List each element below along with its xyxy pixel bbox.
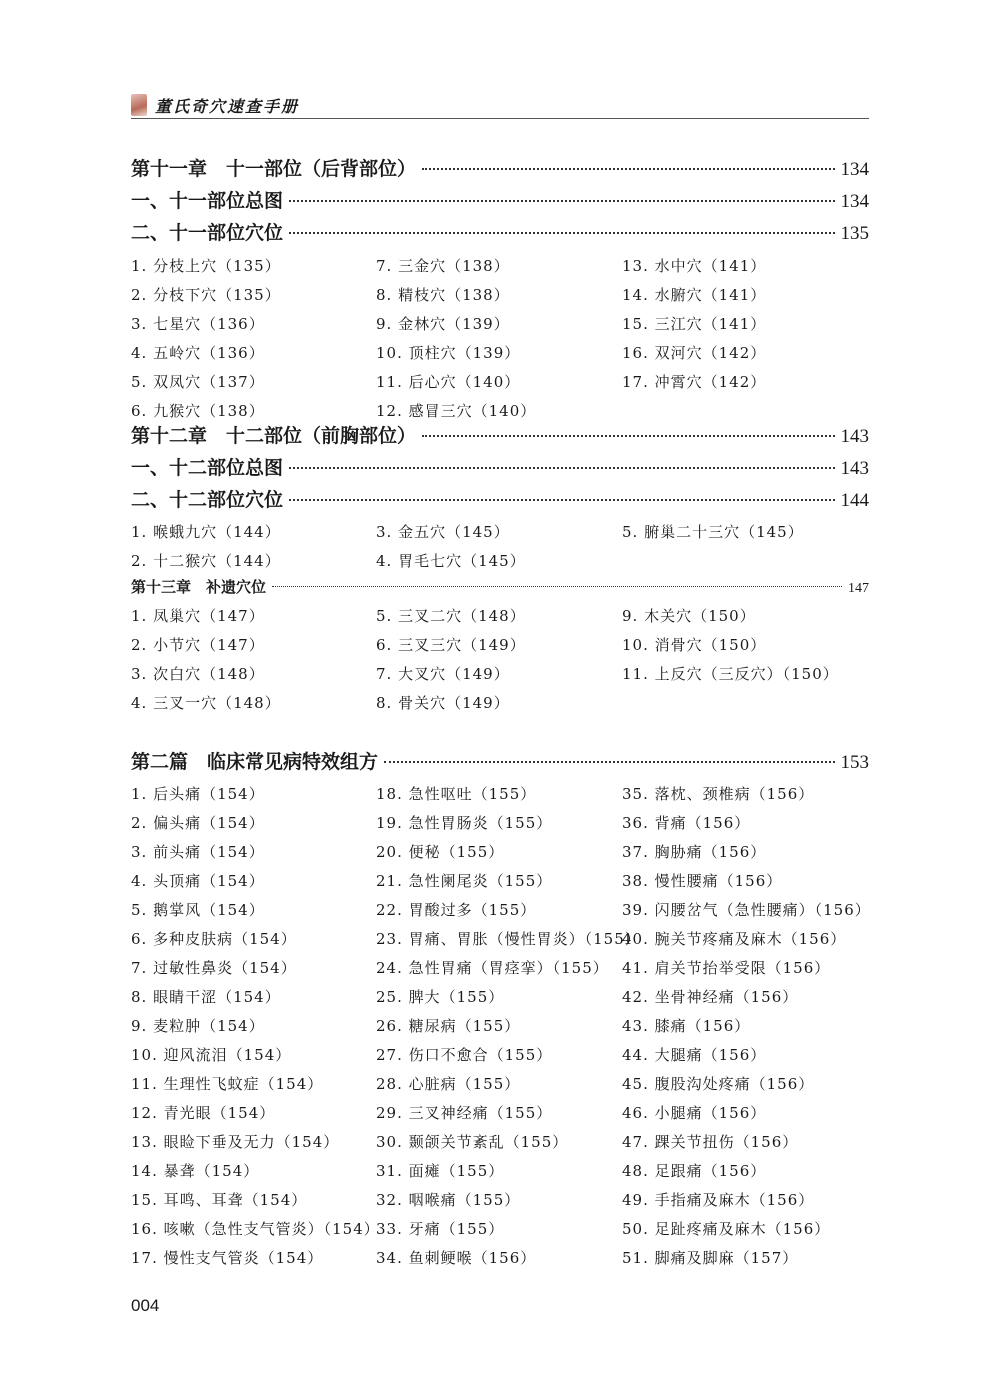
heading-page: 143: [840, 426, 869, 447]
toc-column: [622, 252, 766, 397]
toc-column: [131, 780, 380, 1273]
heading-title: 第十三章 补遗穴位: [131, 578, 267, 596]
toc-item[interactable]: 32. 咽喉痛（155）: [376, 1191, 521, 1209]
toc-item[interactable]: 10. 迎风流泪（154）: [131, 1046, 292, 1064]
toc-item[interactable]: 17. 慢性支气管炎（154）: [131, 1249, 324, 1267]
toc-item[interactable]: 1. 凤巢穴（147）: [131, 607, 265, 625]
toc-item[interactable]: 30. 颞颌关节紊乱（155）: [376, 1133, 569, 1151]
toc-heading[interactable]: [131, 575, 869, 601]
toc-item[interactable]: 5. 腑巢二十三穴（145）: [622, 523, 804, 541]
toc-heading[interactable]: [131, 456, 869, 481]
dot-leader: [289, 499, 834, 501]
toc-column: [131, 602, 281, 718]
toc-item[interactable]: 49. 手指痛及麻木（156）: [622, 1191, 815, 1209]
toc-item[interactable]: 13. 水中穴（141）: [622, 257, 767, 275]
toc-column: [376, 780, 641, 1273]
toc-item[interactable]: 42. 坐骨神经痛（156）: [622, 988, 799, 1006]
heading-page: 134: [840, 159, 869, 180]
toc-item[interactable]: 1. 后头痛（154）: [131, 785, 265, 803]
toc-item[interactable]: 31. 面瘫（155）: [376, 1162, 505, 1180]
toc-item[interactable]: 2. 十二猴穴（144）: [131, 552, 281, 570]
toc-item[interactable]: 3. 七星穴（136）: [131, 315, 265, 333]
toc-heading[interactable]: [131, 488, 869, 513]
toc-item[interactable]: 46. 小腿痛（156）: [622, 1104, 767, 1122]
toc-item[interactable]: 6. 九猴穴（138）: [131, 402, 265, 420]
toc-item[interactable]: 40. 腕关节疼痛及麻木（156）: [622, 930, 847, 948]
toc-item[interactable]: 4. 五岭穴（136）: [131, 344, 265, 362]
heading-page: 134: [840, 191, 869, 212]
toc-item[interactable]: 41. 肩关节抬举受限（156）: [622, 959, 831, 977]
toc-item[interactable]: 4. 三叉一穴（148）: [131, 694, 281, 712]
toc-item[interactable]: 2. 分枝下穴（135）: [131, 286, 281, 304]
toc-item[interactable]: 37. 胸胁痛（156）: [622, 843, 767, 861]
toc-item[interactable]: 6. 三叉三穴（149）: [376, 636, 526, 654]
heading-page: 143: [840, 458, 869, 479]
toc-item[interactable]: 47. 踝关节扭伤（156）: [622, 1133, 799, 1151]
toc-item[interactable]: 28. 心脏病（155）: [376, 1075, 521, 1093]
dot-leader: [422, 168, 834, 170]
heading-page: 144: [840, 490, 869, 511]
heading-title: 一、十二部位总图: [131, 457, 284, 479]
toc-item[interactable]: 3. 次白穴（148）: [131, 665, 265, 683]
dot-leader: [384, 761, 834, 763]
toc-item[interactable]: 16. 咳嗽（急性支气管炎）（154）: [131, 1220, 380, 1238]
toc-item[interactable]: 35. 落枕、颈椎病（156）: [622, 785, 815, 803]
toc-heading[interactable]: [131, 221, 869, 246]
toc-column: [376, 602, 526, 718]
toc-item[interactable]: 17. 冲霄穴（142）: [622, 373, 767, 391]
toc-item[interactable]: 9. 麦粒肿（154）: [131, 1017, 265, 1035]
toc-item[interactable]: 1. 分枝上穴（135）: [131, 257, 281, 275]
toc-heading[interactable]: [131, 424, 869, 449]
heading-title: 一、十一部位总图: [131, 190, 284, 212]
toc-item[interactable]: 2. 偏头痛（154）: [131, 814, 265, 832]
toc-item[interactable]: 4. 头顶痛（154）: [131, 872, 265, 890]
toc-item[interactable]: 27. 伤口不愈合（155）: [376, 1046, 553, 1064]
toc-item[interactable]: 8. 骨关穴（149）: [376, 694, 510, 712]
toc-column: [622, 602, 839, 689]
toc-column: [131, 518, 281, 576]
toc-item[interactable]: 38. 慢性腰痛（156）: [622, 872, 783, 890]
toc-item[interactable]: 3. 前头痛（154）: [131, 843, 265, 861]
book-logo-icon: [131, 94, 147, 116]
toc-item[interactable]: 18. 急性呕吐（155）: [376, 785, 537, 803]
toc-item[interactable]: 44. 大腿痛（156）: [622, 1046, 767, 1064]
toc-item[interactable]: 23. 胃痛、胃胀（慢性胃炎）（155）: [376, 930, 641, 948]
dot-leader: [289, 200, 834, 202]
toc-item[interactable]: 6. 多种皮肤病（154）: [131, 930, 297, 948]
toc-heading[interactable]: [131, 157, 869, 182]
toc-column: [376, 252, 536, 426]
toc-item[interactable]: 15. 三江穴（141）: [622, 315, 767, 333]
toc-item[interactable]: 9. 木关穴（150）: [622, 607, 756, 625]
toc-item[interactable]: 14. 水腑穴（141）: [622, 286, 767, 304]
toc-item[interactable]: 7. 大叉穴（149）: [376, 665, 510, 683]
toc-item[interactable]: 48. 足跟痛（156）: [622, 1162, 767, 1180]
toc-column: [622, 780, 871, 1273]
heading-page: 135: [840, 223, 869, 244]
toc-item[interactable]: 36. 背痛（156）: [622, 814, 751, 832]
heading-title: 第二篇 临床常见病特效组方: [131, 751, 379, 773]
dot-leader: [289, 467, 834, 469]
heading-title: 二、十一部位穴位: [131, 222, 284, 244]
toc-item[interactable]: 1. 喉蛾九穴（144）: [131, 523, 281, 541]
toc-item[interactable]: 8. 眼睛干涩（154）: [131, 988, 281, 1006]
toc-item[interactable]: 11. 生理性飞蚊症（154）: [131, 1075, 324, 1093]
toc-item[interactable]: 51. 脚痛及脚麻（157）: [622, 1249, 799, 1267]
toc-item[interactable]: 8. 精枝穴（138）: [376, 286, 510, 304]
toc-item[interactable]: 25. 脾大（155）: [376, 988, 505, 1006]
toc-item[interactable]: 11. 后心穴（140）: [376, 373, 521, 391]
toc-item[interactable]: 7. 过敏性鼻炎（154）: [131, 959, 297, 977]
toc-item[interactable]: 34. 鱼刺鲠喉（156）: [376, 1249, 537, 1267]
heading-page: 147: [848, 581, 869, 596]
dot-leader: [422, 435, 834, 437]
toc-item[interactable]: 3. 金五穴（145）: [376, 523, 510, 541]
toc-item[interactable]: 26. 糖尿病（155）: [376, 1017, 521, 1035]
toc-item[interactable]: 33. 牙痛（155）: [376, 1220, 505, 1238]
toc-item[interactable]: 5. 三叉二穴（148）: [376, 607, 526, 625]
toc-item[interactable]: 21. 急性阑尾炎（155）: [376, 872, 553, 890]
toc-column: [131, 252, 281, 426]
toc-heading[interactable]: [131, 189, 869, 214]
dot-leader: [289, 232, 834, 234]
book-title: 董氏奇穴速查手册: [155, 97, 300, 116]
toc-item[interactable]: 50. 足趾疼痛及麻木（156）: [622, 1220, 831, 1238]
toc-item[interactable]: 15. 耳鸣、耳聋（154）: [131, 1191, 308, 1209]
toc-item[interactable]: 29. 三叉神经痛（155）: [376, 1104, 553, 1122]
toc-item[interactable]: 39. 闪腰岔气（急性腰痛）（156）: [622, 901, 871, 919]
toc-item[interactable]: 5. 鹅掌风（154）: [131, 901, 265, 919]
toc-item[interactable]: 19. 急性胃肠炎（155）: [376, 814, 553, 832]
heading-title: 二、十二部位穴位: [131, 489, 284, 511]
toc-column: [622, 518, 804, 547]
toc-item[interactable]: 14. 暴聋（154）: [131, 1162, 260, 1180]
toc-item[interactable]: 16. 双河穴（142）: [622, 344, 767, 362]
toc-item[interactable]: 24. 急性胃痛（胃痉挛）（155）: [376, 959, 609, 977]
toc-item[interactable]: 9. 金林穴（139）: [376, 315, 510, 333]
toc-item[interactable]: 2. 小节穴（147）: [131, 636, 265, 654]
heading-title: 第十一章 十一部位（后背部位）: [131, 158, 417, 180]
toc-item[interactable]: 4. 胃毛七穴（145）: [376, 552, 526, 570]
toc-item[interactable]: 13. 眼睑下垂及无力（154）: [131, 1133, 340, 1151]
toc-item[interactable]: 22. 胃酸过多（155）: [376, 901, 537, 919]
toc-item[interactable]: 11. 上反穴（三反穴）（150）: [622, 665, 839, 683]
toc-item[interactable]: 7. 三金穴（138）: [376, 257, 510, 275]
toc-item[interactable]: 10. 顶柱穴（139）: [376, 344, 521, 362]
toc-item[interactable]: 12. 感冒三穴（140）: [376, 402, 537, 420]
toc-item[interactable]: 45. 腹股沟处疼痛（156）: [622, 1075, 815, 1093]
toc-column: [376, 518, 526, 576]
running-header: [131, 92, 869, 119]
heading-page: 153: [840, 752, 869, 773]
toc-item[interactable]: 10. 消骨穴（150）: [622, 636, 767, 654]
toc-item[interactable]: 12. 青光眼（154）: [131, 1104, 276, 1122]
heading-title: 第十二章 十二部位（前胸部位）: [131, 425, 417, 447]
dot-leader: [272, 586, 842, 587]
toc-item[interactable]: 5. 双凤穴（137）: [131, 373, 265, 391]
toc-item[interactable]: 43. 膝痛（156）: [622, 1017, 751, 1035]
page-number: 004: [131, 1296, 160, 1315]
toc-item[interactable]: 20. 便秘（155）: [376, 843, 505, 861]
toc-heading[interactable]: [131, 750, 869, 775]
